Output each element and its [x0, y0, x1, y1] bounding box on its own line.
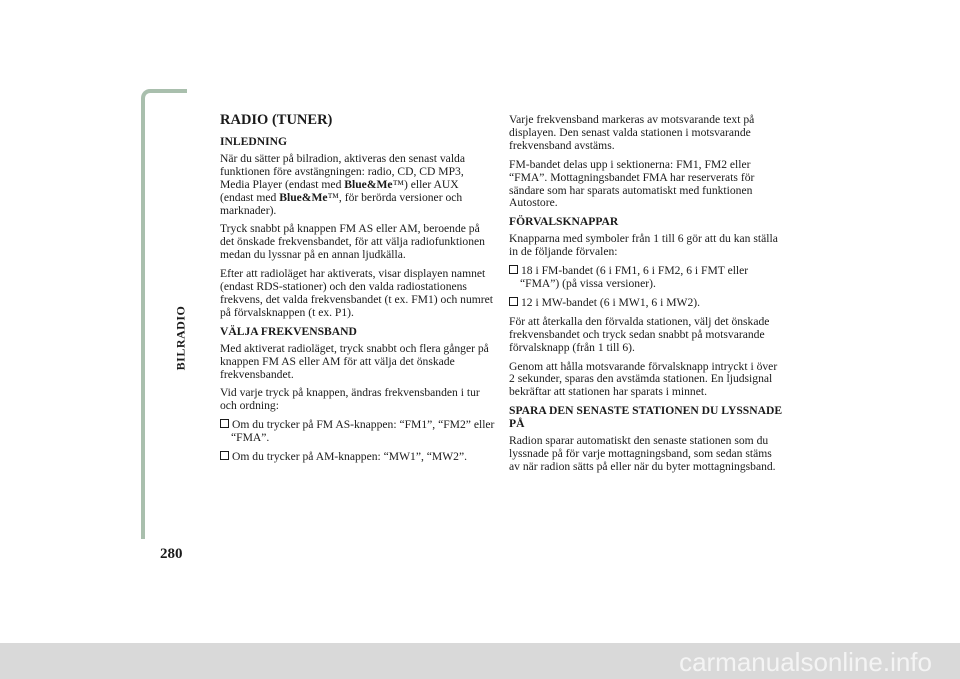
paragraph-save-last: Radion sparar automatiskt den senaste stationen som du lyssnade på för varje mottagningsband, som sedan stäms av när radion sätts på eller när du byter mottagningsband.	[509, 434, 776, 473]
heading-select-band: VÄLJA FREKVENSBAND	[220, 324, 357, 338]
list-item: 12 i MW-bandet (6 i MW1, 6 i MW2).	[509, 297, 784, 310]
paragraph-band-display: Varje frekvensband markeras av motsvarande text på displayen. Den senast valda stationen i motsvarande frekvensband avstäms.	[509, 113, 755, 152]
paragraph-presets: Knapparna med symboler från 1 till 6 gör att du kan ställa in de följande förvalen:	[509, 232, 778, 259]
checkbox-bullet-icon	[509, 297, 518, 306]
heading-intro: INLEDNING	[220, 135, 287, 148]
brand-blueme: Blue&Me	[344, 177, 393, 191]
list-item: 18 i FM-bandet (6 i FM1, 6 i FM2, 6 i FMT eller “FMA”) (på vissa versioner).	[509, 265, 784, 291]
page-title: RADIO (TUNER)	[220, 112, 333, 128]
brand-blueme: Blue&Me	[279, 190, 328, 204]
paragraph-fm-am: Tryck snabbt på knappen FM AS eller AM, beroende på det önskade frekvensbandet, för att välja radiofunktionen medan du lyssnar på en annan ljudkälla.	[220, 222, 485, 262]
checkbox-bullet-icon	[220, 451, 229, 460]
heading-save-last: SPARA DEN SENASTE STATIONEN DU LYSSNADE PÅ	[509, 404, 783, 431]
paragraph-store: Genom att hålla motsvarande förvalsknapp intryckt i över 2 sekunder, sparas den avstämda stationen. En ljudsignal bekräftar att stationen har sparats i minnet.	[509, 359, 778, 399]
paragraph-intro: När du sätter på bilradion, aktiveras den senast valda funktionen före avstängningen: radio, CD, CD MP3, Media Player (endast med Blue&Me™) eller AUX (endast med Blue&Me™, för berörda versioner och marknader).	[220, 151, 465, 217]
checkbox-bullet-icon	[509, 265, 518, 274]
page-number: 280	[160, 546, 183, 562]
list-item: Om du trycker på AM-knappen: “MW1”, “MW2”.	[220, 451, 495, 464]
paragraph-recall: För att återkalla den förvalda stationen, välj det önskade frekvensbandet och tryck sedan snabbt på motsvarande förvalsknapp (från 1 till 6).	[509, 314, 770, 354]
section-bracket-line	[141, 509, 145, 539]
paragraph-band-press: Med aktiverat radioläget, tryck snabbt och flera gånger på knappen FM AS eller AM för att välja det önskade frekvensbandet.	[220, 341, 489, 381]
list-item: Om du trycker på FM AS-knappen: “FM1”, “FM2” eller “FMA”.	[220, 419, 495, 445]
heading-presets: FÖRVALSKNAPPAR	[509, 215, 619, 229]
paragraph-fm-sections: FM-bandet delas upp i sektionerna: FM1, FM2 eller “FMA”. Mottagningsbandet FMA har reserverats för sändare som har sparats automatiskt med funktionen Autostore.	[509, 157, 755, 210]
left-column	[220, 112, 495, 470]
checkbox-bullet-icon	[220, 419, 229, 428]
section-side-label: BILRADIO	[173, 305, 188, 371]
paragraph-band-cycle: Vid varje tryck på knappen, ändras frekvensbanden i tur och ordning:	[220, 386, 480, 413]
footer-bar	[0, 643, 960, 679]
watermark-text: carmanualsonline.info	[679, 647, 932, 677]
paragraph-display: Efter att radioläget har aktiverats, visar displayen namnet (endast RDS-stationer) och den valda radiostationens frekvens, det valda frekvensbandet (t ex. FM1) och numret på förvalsknappen (t ex. P1).	[220, 267, 494, 319]
right-column	[509, 114, 784, 480]
section-bracket	[141, 89, 187, 509]
